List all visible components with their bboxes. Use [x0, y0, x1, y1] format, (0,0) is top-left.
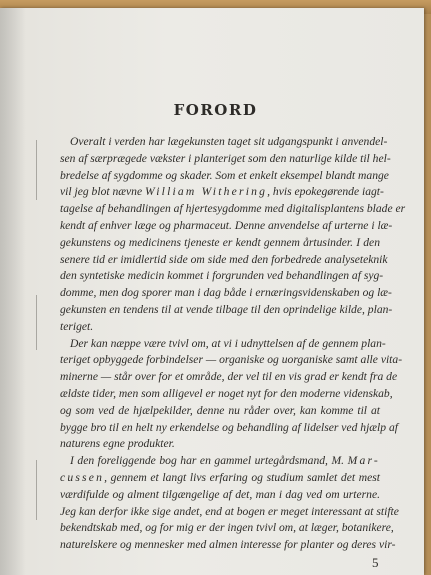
text-line: bygge bro til en helt ny erkendelse og behandling af lidelser ved hjælp af: [60, 420, 398, 434]
text-line: den syntetiske medicin kommet i forgrunden ved behandlingen af syg-: [60, 269, 384, 283]
binding-stitch: [36, 460, 37, 520]
text-line: teriget opbyggede forbindelser — organiske og uorganiske samt alle vita-: [60, 353, 403, 367]
spaced-name: Mar-: [347, 454, 380, 468]
text-line: naturelskere og mennesker med almen interesse for planter og deres vir-: [60, 538, 396, 552]
page-gutter-shadow: [0, 8, 26, 575]
text-line: tagelse af behandlingen af hjertesygdomme med digitalisplantens blade er: [60, 202, 406, 216]
text-line: gekunstens og medicinens tjeneste er kendt gennem årtusinder. I den: [60, 235, 380, 249]
text-line: bekendtskab med, og for mig er der ingen tvivl om, at læger, botanikere,: [60, 521, 394, 535]
text-line: Der kan næppe være tvivl om, at vi i udnyttelsen af de gennem plan-: [70, 336, 386, 350]
text-line: domme, men dog sporer man i dag både i ernæringsvidenskaben og læ-: [60, 286, 392, 300]
binding-stitch: [36, 140, 37, 200]
text-line: Overalt i verden har lægekunsten taget sit udgangspunkt i anvendel-: [70, 135, 388, 148]
text-line: sen af særprægede vækster i planteriget som den naturlige kilde til hel-: [60, 151, 391, 165]
text-line: ældste tider, men som alligevel er noget nyt for den moderne videnskab,: [60, 386, 393, 400]
text-line: minerne — står over for et område, der vel til en vis grad er kendt fra de: [60, 370, 398, 384]
page-number: 5: [372, 555, 379, 570]
text-line: cussen, gennem et langt livs erfaring og studium samlet det mest: [60, 470, 380, 484]
text-line: vil jeg blot nævne William Withering, hvis epokegørende iagt-: [60, 185, 384, 199]
text-line: og som ved de hjælpekilder, denne nu råder over, kan komme til at: [60, 403, 380, 417]
text-line: Jeg kan derfor ikke sige andet, end at bogen er meget interessant at stifte: [60, 504, 399, 518]
text-line: værdifulde og alment tilgængelige af det, man i dag ved om urterne.: [60, 487, 380, 501]
text-line: bredelse af sygdomme og skader. Som et enkelt eksempel blandt mange: [60, 168, 389, 182]
text-line: senere tid er imidlertid side om side med den forbedrede analyseteknik: [60, 252, 388, 266]
text-line: gekunsten en tendens til at vende tilbage til den oprindelige kilde, plan-: [60, 302, 393, 316]
foreword-body: [60, 134, 406, 554]
text-line: kendt af enhver læge og pharmaceut. Denne anvendelse af urterne i læ-: [60, 218, 393, 232]
text-line: naturens egne produkter.: [60, 437, 175, 451]
spaced-name: cussen: [60, 470, 105, 484]
spaced-name: William Withering: [145, 185, 268, 199]
text-line: teriget.: [60, 319, 94, 333]
text-line: I den foreliggende bog har en gammel urtegårdsmand, M. Mar-: [70, 454, 380, 468]
binding-stitch: [36, 295, 37, 350]
page-title: FORORD: [173, 101, 258, 119]
